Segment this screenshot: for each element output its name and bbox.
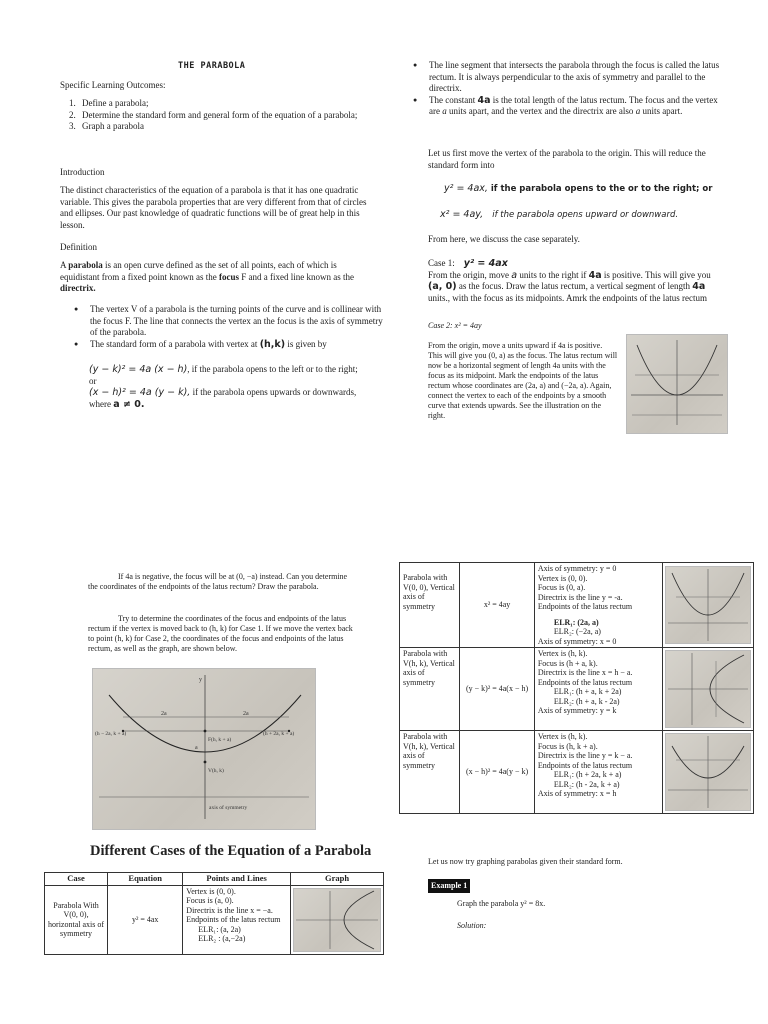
case2-label: Case 2: x² = 4ay <box>428 321 482 330</box>
definition-heading: Definition <box>60 242 97 252</box>
fig-label-2a-left: 2a <box>161 711 167 717</box>
graph-cell <box>291 885 384 954</box>
graph-cell <box>663 731 754 814</box>
graphing-intro: Let us now try graphing parabolas given their standard form. <box>428 857 623 866</box>
vertex-hk-graph-photo <box>92 668 316 830</box>
intro-text: The distinct characteristics of the equation of a parabola is that it has one quadratic variable. This gives the parabola properties that are very different from that of circles and ellipses. Our past knowledge of quadratic functions will be of great help in this lesson. <box>60 185 367 230</box>
solution-label: Solution: <box>457 921 487 930</box>
table-row <box>400 563 754 648</box>
fig-label-left-endpoint: (h − 2a, k + a) <box>95 731 127 737</box>
table-row <box>400 731 754 814</box>
header-case: Case <box>45 873 108 886</box>
equation-cell: (x − h)² = 4a(y − k) <box>460 731 535 814</box>
cases-table-continued <box>399 562 754 814</box>
discuss-text: From here, we discuss the case separately. <box>428 234 580 244</box>
example-label: Example 1 <box>428 879 470 893</box>
properties-list <box>60 304 390 350</box>
vertex-moved-text: Try to determine the coordinates of the focus and endpoints of the latus rectum if the vertex is moved back to (h, k) for Case 1. If we move the vertex back to point (h, k) for Case 2, the coordinates of the focus and endpoints of the latus rectum, as well as the graph, are shown below. <box>88 614 353 653</box>
page-title: THE PARABOLA <box>178 61 246 71</box>
standard-form-2: x² = 4ay, if the parabola opens upward or downward. <box>440 209 679 220</box>
example-text: Graph the parabola y² = 8x. <box>457 899 546 908</box>
latus-list <box>399 60 729 118</box>
standard-forms: (y − k)² = 4a (x − h), if the parabola opens to the left or to the right; or (x − h)² = 4a (y − k), if the parabola opens upwards or downwards, where a ≠ 0. <box>89 364 358 410</box>
fig-label-a: a <box>195 745 198 751</box>
case-cell: Parabola With V(0, 0), horizontal axis of symmetry <box>45 885 108 954</box>
graph-cell <box>663 648 754 731</box>
graph-photo-horizontal-origin <box>293 888 381 952</box>
equation-cell: (y − k)² = 4a(x − h) <box>460 648 535 731</box>
latus-definition: ● The line segment that intersects the parabola through the focus is called the latus rectum. It is always perpendicular to the axis of symmetry and parallel to the directrix. <box>429 60 729 95</box>
property-standard-form: ● The standard form of a parabola with vertex at (h,k) is given by <box>90 339 390 351</box>
latus-length: ● The constant 4a is the total length of the latus rectum. The focus and the vertex are a units apart, and the vertex and the directrix are also a units apart. <box>429 95 729 118</box>
outcome-item: 3. Graph a parabola <box>78 121 398 133</box>
points-cell: Vertex is (h, k). Focus is (h, k + a). Directrix is the line y = k − a. Endpoints of the latus rectum ELR₁: (h + 2a, k + a) ELR₂: (h - 2a, k + a) Axis of symmetry: x = h <box>534 731 662 814</box>
case2-graph-photo <box>626 334 728 434</box>
graph-photo-vertical-hk <box>665 733 751 811</box>
negative-focus-text: If 4a is negative, the focus will be at (0, −a) instead. Can you determine the coordinates of the endpoints of the latus rectum? Draw the parabola. <box>88 572 348 591</box>
points-cell: Vertex is (h, k). Focus is (h + a, k). Directrix is the line x = h − a. Endpoints of the latus rectum ELR₁: (h + a, k + 2a) ELR₂: (h + a, k - 2a) Axis of symmetry: y = k <box>534 648 662 731</box>
fig-label-right-endpoint: (h + 2a, k + a) <box>263 731 295 737</box>
header-equation: Equation <box>108 873 183 886</box>
cases-heading: Different Cases of the Equation of a Parabola <box>90 843 372 859</box>
slo-heading: Specific Learning Outcomes: <box>60 80 166 90</box>
cases-table <box>44 872 384 955</box>
table-row <box>45 885 384 954</box>
property-vertex: ● The vertex V of a parabola is the turning points of the curve and is collinear with the focus F. The line that connects the vertex an the focus is the axis of symmetry of the parabola. <box>90 304 390 339</box>
table-row <box>400 648 754 731</box>
header-graph: Graph <box>291 873 384 886</box>
points-cell: Vertex is (0, 0). Focus is (a, 0). Directrix is the line x = −a. Endpoints of the latus rectum ELR₁: (a, 2a) ELR₂ : (a,−2a) <box>183 885 291 954</box>
case1-text: Case 1: y² = 4ax From the origin, move a units to the right if 4a is positive. This will give you (a, 0) as the focus. Draw the latus rectum, a vertical segment of length 4a units., with the focus as its midpoints. Amrk the endpoints of the latus rectum <box>428 258 711 303</box>
graph-photo-vertical-origin <box>665 566 751 644</box>
fig-label-focus: F(h, k + a) <box>208 737 232 743</box>
graph-cell <box>663 563 754 648</box>
definition-text: A parabola is an open curve defined as the set of all points, each of which is equidistant from a fixed point known as the focus F and a fixed line known as the directrix. <box>60 260 354 293</box>
equation-cell: x² = 4ay <box>460 563 535 648</box>
standard-form-1: y² = 4ax, if the parabola opens to the or to the right; or <box>444 183 713 194</box>
case-cell: Parabola with V(0, 0), Vertical axis of symmetry <box>400 563 460 648</box>
table-header-row <box>45 873 384 886</box>
fig-label-2a-right: 2a <box>243 711 249 717</box>
equation-cell: y² = 4ax <box>108 885 183 954</box>
case-cell: Parabola with V(h, k), Vertical axis of symmetry <box>400 648 460 731</box>
case-cell: Parabola with V(h, k), Vertical axis of symmetry <box>400 731 460 814</box>
fig-label-axis: axis of symmetry <box>209 805 248 811</box>
outcomes-list <box>48 98 398 133</box>
points-cell: Axis of symmetry: y = 0 Vertex is (0, 0). Focus is (0, a). Directrix is the line y = -a. Endpoints of the latus rectum ELR₁: (2a, a) ELR₂: (−2a, a) Axis of symmetry: x = 0 <box>534 563 662 648</box>
fig-label-y: y <box>199 677 202 683</box>
graph-photo-horizontal-hk <box>665 650 751 728</box>
fig-label-vertex: V(h, k) <box>208 768 224 774</box>
intro-heading: Introduction <box>60 167 105 177</box>
outcome-item: 2. Determine the standard form and general form of the equation of a parabola; <box>78 110 398 122</box>
header-points: Points and Lines <box>183 873 291 886</box>
move-origin-text: Let us first move the vertex of the parabola to the origin. This will reduce the standard form into <box>428 148 706 170</box>
outcome-item: 1. Define a parabola; <box>78 98 398 110</box>
case2-text: From the origin, move a units upward if 4a is positive. This will give you (0, a) as the focus. The latus rectum will now be a horizontal segment of length 4a units with the focus as its midpoint. Mark the endpoints of the latus rectum whose coordinates are (2a, a) and (−2a, a). Again, connect the vertex to each of the endpoints by a smooth curve that extends upwards. See the illustration on the right. <box>428 341 618 420</box>
